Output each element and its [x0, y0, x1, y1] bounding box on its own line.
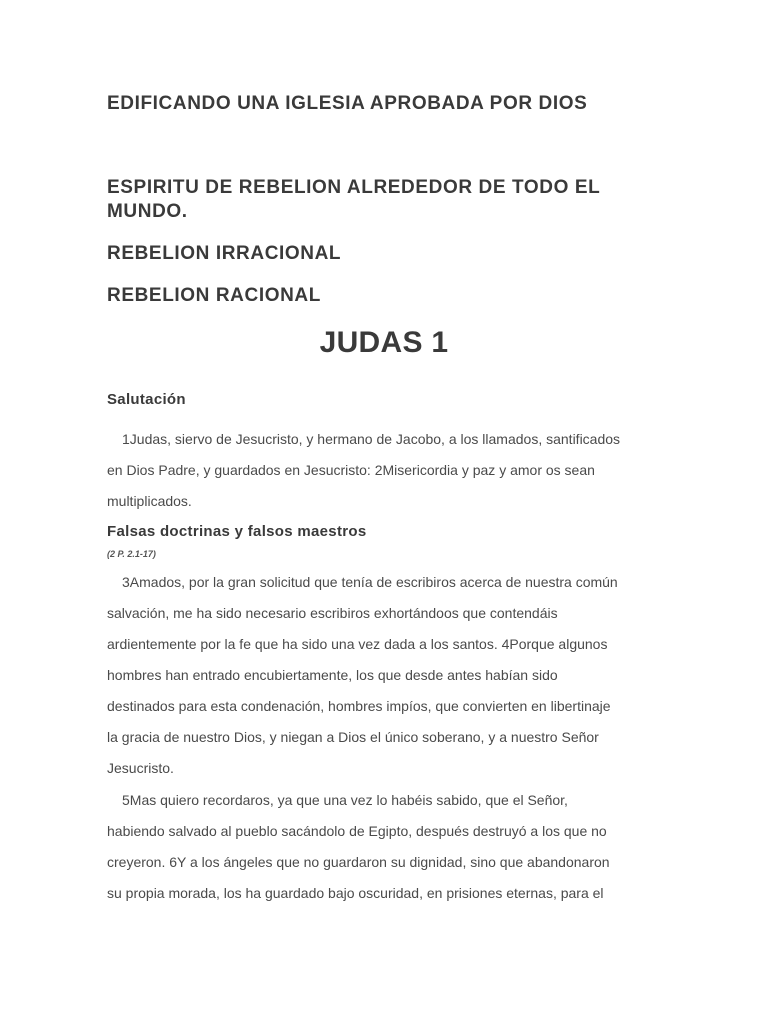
text-line: su propia morada, los ha guardado bajo oscuridad, en prisiones eternas, para el — [107, 885, 604, 901]
irrational-rebellion-heading: REBELION IRRACIONAL — [107, 243, 342, 264]
document-heading: EDIFICANDO UNA IGLESIA APROBADA POR DIOS — [107, 93, 588, 114]
salutation-paragraph — [107, 424, 667, 517]
text-line: la gracia de nuestro Dios, y niegan a Dios el único soberano, y a nuestro Señor — [107, 729, 599, 745]
text-line: 5Mas quiero recordaros, ya que una vez lo habéis sabido, que el Señor, — [122, 792, 568, 808]
false-doctrines-paragraph-2 — [107, 785, 667, 909]
text-line: hombres han entrado encubiertamente, los que desde antes habían sido — [107, 667, 558, 683]
text-line: destinados para esta condenación, hombres impíos, que convierten en libertinaje — [107, 698, 611, 714]
text-line: creyeron. 6Y a los ángeles que no guardaron su dignidad, sino que abandonaron — [107, 854, 610, 870]
text-line: Jesucristo. — [107, 760, 174, 776]
text-line: multiplicados. — [107, 493, 192, 509]
text-line: habiendo salvado al pueblo sacándolo de Egipto, después destruyó a los que no — [107, 823, 607, 839]
false-doctrines-paragraph-1 — [107, 567, 667, 784]
text-line: 3Amados, por la gran solicitud que tenía de escribiros acerca de nuestra común — [122, 574, 618, 590]
text-line: salvación, me ha sido necesario escribiros exhortándoos que contendáis — [107, 605, 558, 621]
text-line: en Dios Padre, y guardados en Jesucristo: 2Misericordia y paz y amor os sean — [107, 462, 595, 478]
cross-reference: (2 P. 2.1-17) — [107, 549, 156, 559]
section-title-salutation: Salutación — [107, 391, 186, 408]
section-title-false-doctrines: Falsas doctrinas y falsos maestros — [107, 523, 367, 540]
rebellion-heading-line-1: ESPIRITU DE REBELION ALREDEDOR DE TODO EL — [107, 177, 601, 198]
text-line: ardientemente por la fe que ha sido una vez dada a los santos. 4Porque algunos — [107, 636, 608, 652]
rebellion-heading — [107, 176, 600, 224]
rational-rebellion-heading: REBELION RACIONAL — [107, 285, 321, 306]
chapter-title: JUDAS 1 — [319, 326, 449, 359]
rebellion-heading-line-2: MUNDO. — [107, 201, 188, 222]
text-line: 1Judas, siervo de Jesucristo, y hermano de Jacobo, a los llamados, santificados — [122, 431, 621, 447]
